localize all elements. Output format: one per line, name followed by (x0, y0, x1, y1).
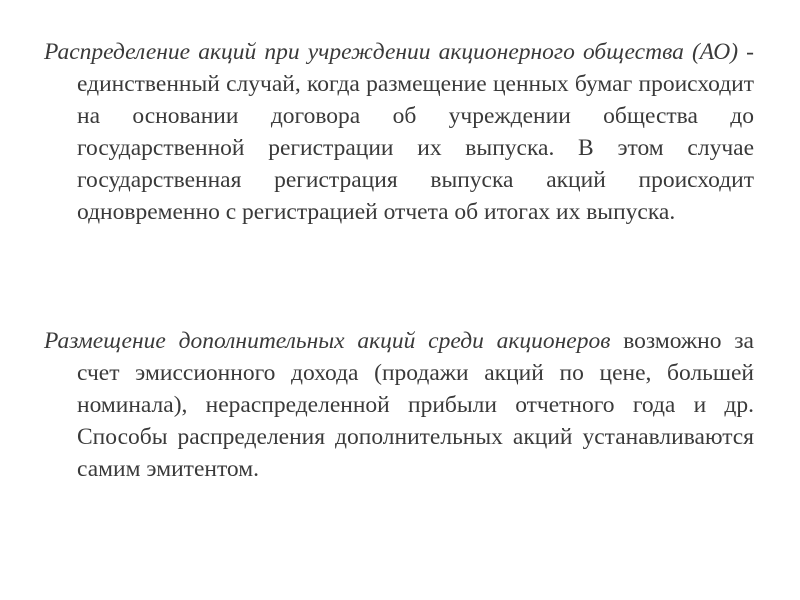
paragraph-additional-share-placement (44, 325, 754, 485)
paragraph-lead-italic: Размещение дополнительных акций среди акционеров (44, 328, 611, 354)
paragraph-lead-italic: Распределение акций при учреждении акционерного общества (АО) - (44, 39, 754, 65)
paragraph-body: единственный случай, когда размещение ценных бумаг происходит на основании договора об учреждении общества до государственной регистрации их выпуска. В этом случае государственная регистрация выпуска акций происходит одновременно с регистрацией отчета об итогах их выпуска. (77, 71, 754, 226)
paragraph-body: возможно за счет эмиссионного дохода (продажи акций по цене, большей номинала), нераспределенной прибыли отчетного года и др. Способы распределения дополнительных акций устанавливаются самим эмитентом. (77, 328, 754, 483)
paragraph-share-distribution-at-founding (44, 36, 754, 229)
